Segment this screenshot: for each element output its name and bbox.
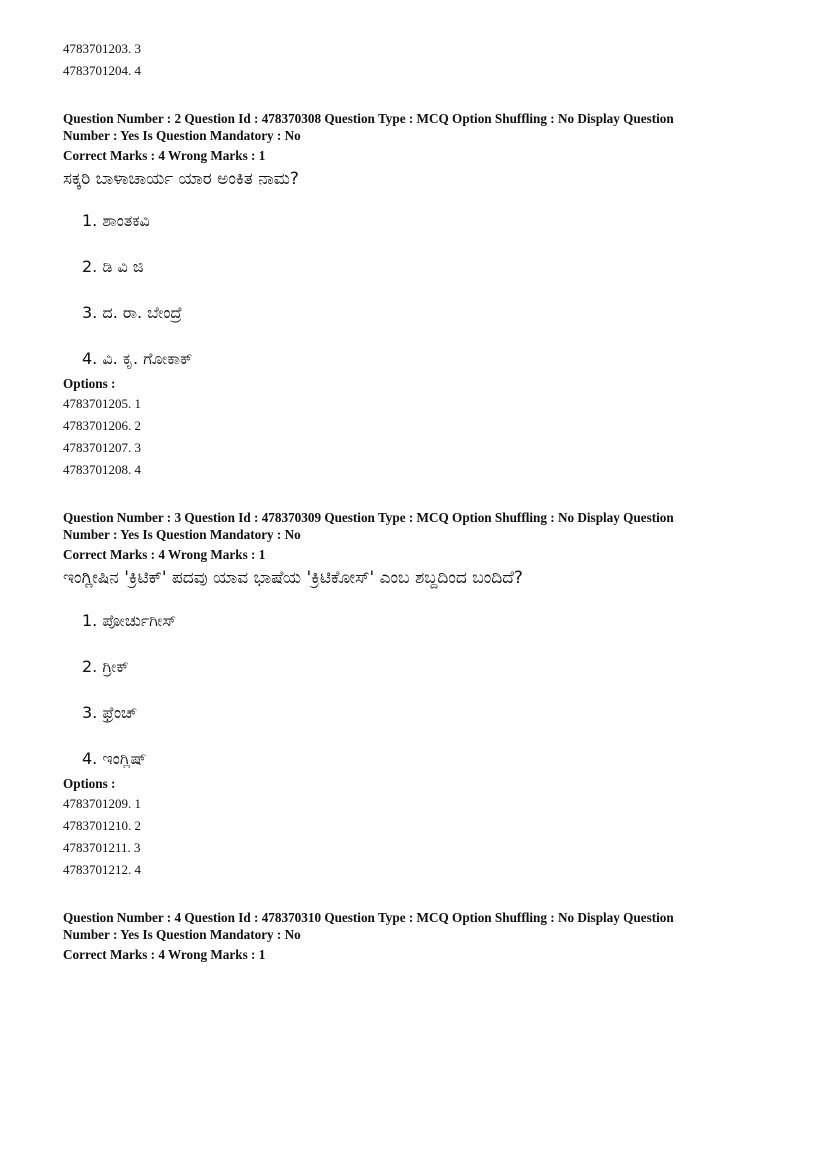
question-text: ಸಕ್ಕರಿ ಬಾಳಾಚಾರ್ಯ ಯಾರ ಅಂಕಿತ ನಾಮ? [63, 169, 299, 189]
question-meta: Number : Yes Is Question Mandatory : No [63, 927, 301, 942]
question-meta: Question Number : 2 Question Id : 478370308 Question Type : MCQ Option Shuffling : No Display Question [63, 111, 674, 126]
option-code: 4783701209. 1 [63, 796, 141, 811]
question-meta: Number : Yes Is Question Mandatory : No [63, 527, 301, 542]
option-code: 4783701205. 1 [63, 396, 141, 411]
option-code: 4783701207. 3 [63, 440, 141, 455]
answer-choice: 1. ಶಾಂತಕವಿ [82, 211, 150, 230]
question-text: ಇಂಗ್ಲೀಷಿನ 'ಕ್ರಿಟಿಕ್' ಪದವು ಯಾವ ಭಾಷೆಯ 'ಕ್ರಿಟಿಕೋಸ್' ಎಂಬ ಶಬ್ದದಿಂದ ಬಂದಿದೆ? [63, 568, 523, 588]
option-code: 4783701212. 4 [63, 862, 141, 877]
answer-choice: 2. ಗ್ರೀಕ್ [82, 657, 129, 676]
answer-choice: 3. ದ. ರಾ. ಬೇಂದ್ರೆ [82, 303, 183, 322]
question-meta: Number : Yes Is Question Mandatory : No [63, 128, 301, 143]
question-meta: Question Number : 4 Question Id : 478370310 Question Type : MCQ Option Shuffling : No Display Question [63, 910, 674, 925]
option-code: 4783701204. 4 [63, 63, 141, 78]
question-marks: Correct Marks : 4 Wrong Marks : 1 [63, 148, 266, 163]
option-code: 4783701208. 4 [63, 462, 141, 477]
option-code: 4783701210. 2 [63, 818, 141, 833]
option-code: 4783701206. 2 [63, 418, 141, 433]
answer-choice: 4. ಇಂಗ್ಲಿಷ್ [82, 749, 147, 768]
question-meta: Question Number : 3 Question Id : 478370309 Question Type : MCQ Option Shuffling : No Display Question [63, 510, 674, 525]
option-code: 4783701203. 3 [63, 41, 141, 56]
option-code: 4783701211. 3 [63, 840, 141, 855]
answer-choice: 2. ಡಿ ವಿ ಜಿ [82, 257, 144, 276]
options-label: Options : [63, 776, 116, 791]
answer-choice: 3. ಫ್ರೆಂಚ್ [82, 703, 138, 722]
question-marks: Correct Marks : 4 Wrong Marks : 1 [63, 947, 266, 962]
options-label: Options : [63, 376, 116, 391]
answer-choice: 1. ಪೋರ್ಚುಗೀಸ್ [82, 611, 177, 630]
answer-choice: 4. ವಿ. ಕೃ. ಗೋಕಾಕ್ [82, 349, 193, 368]
question-marks: Correct Marks : 4 Wrong Marks : 1 [63, 547, 266, 562]
